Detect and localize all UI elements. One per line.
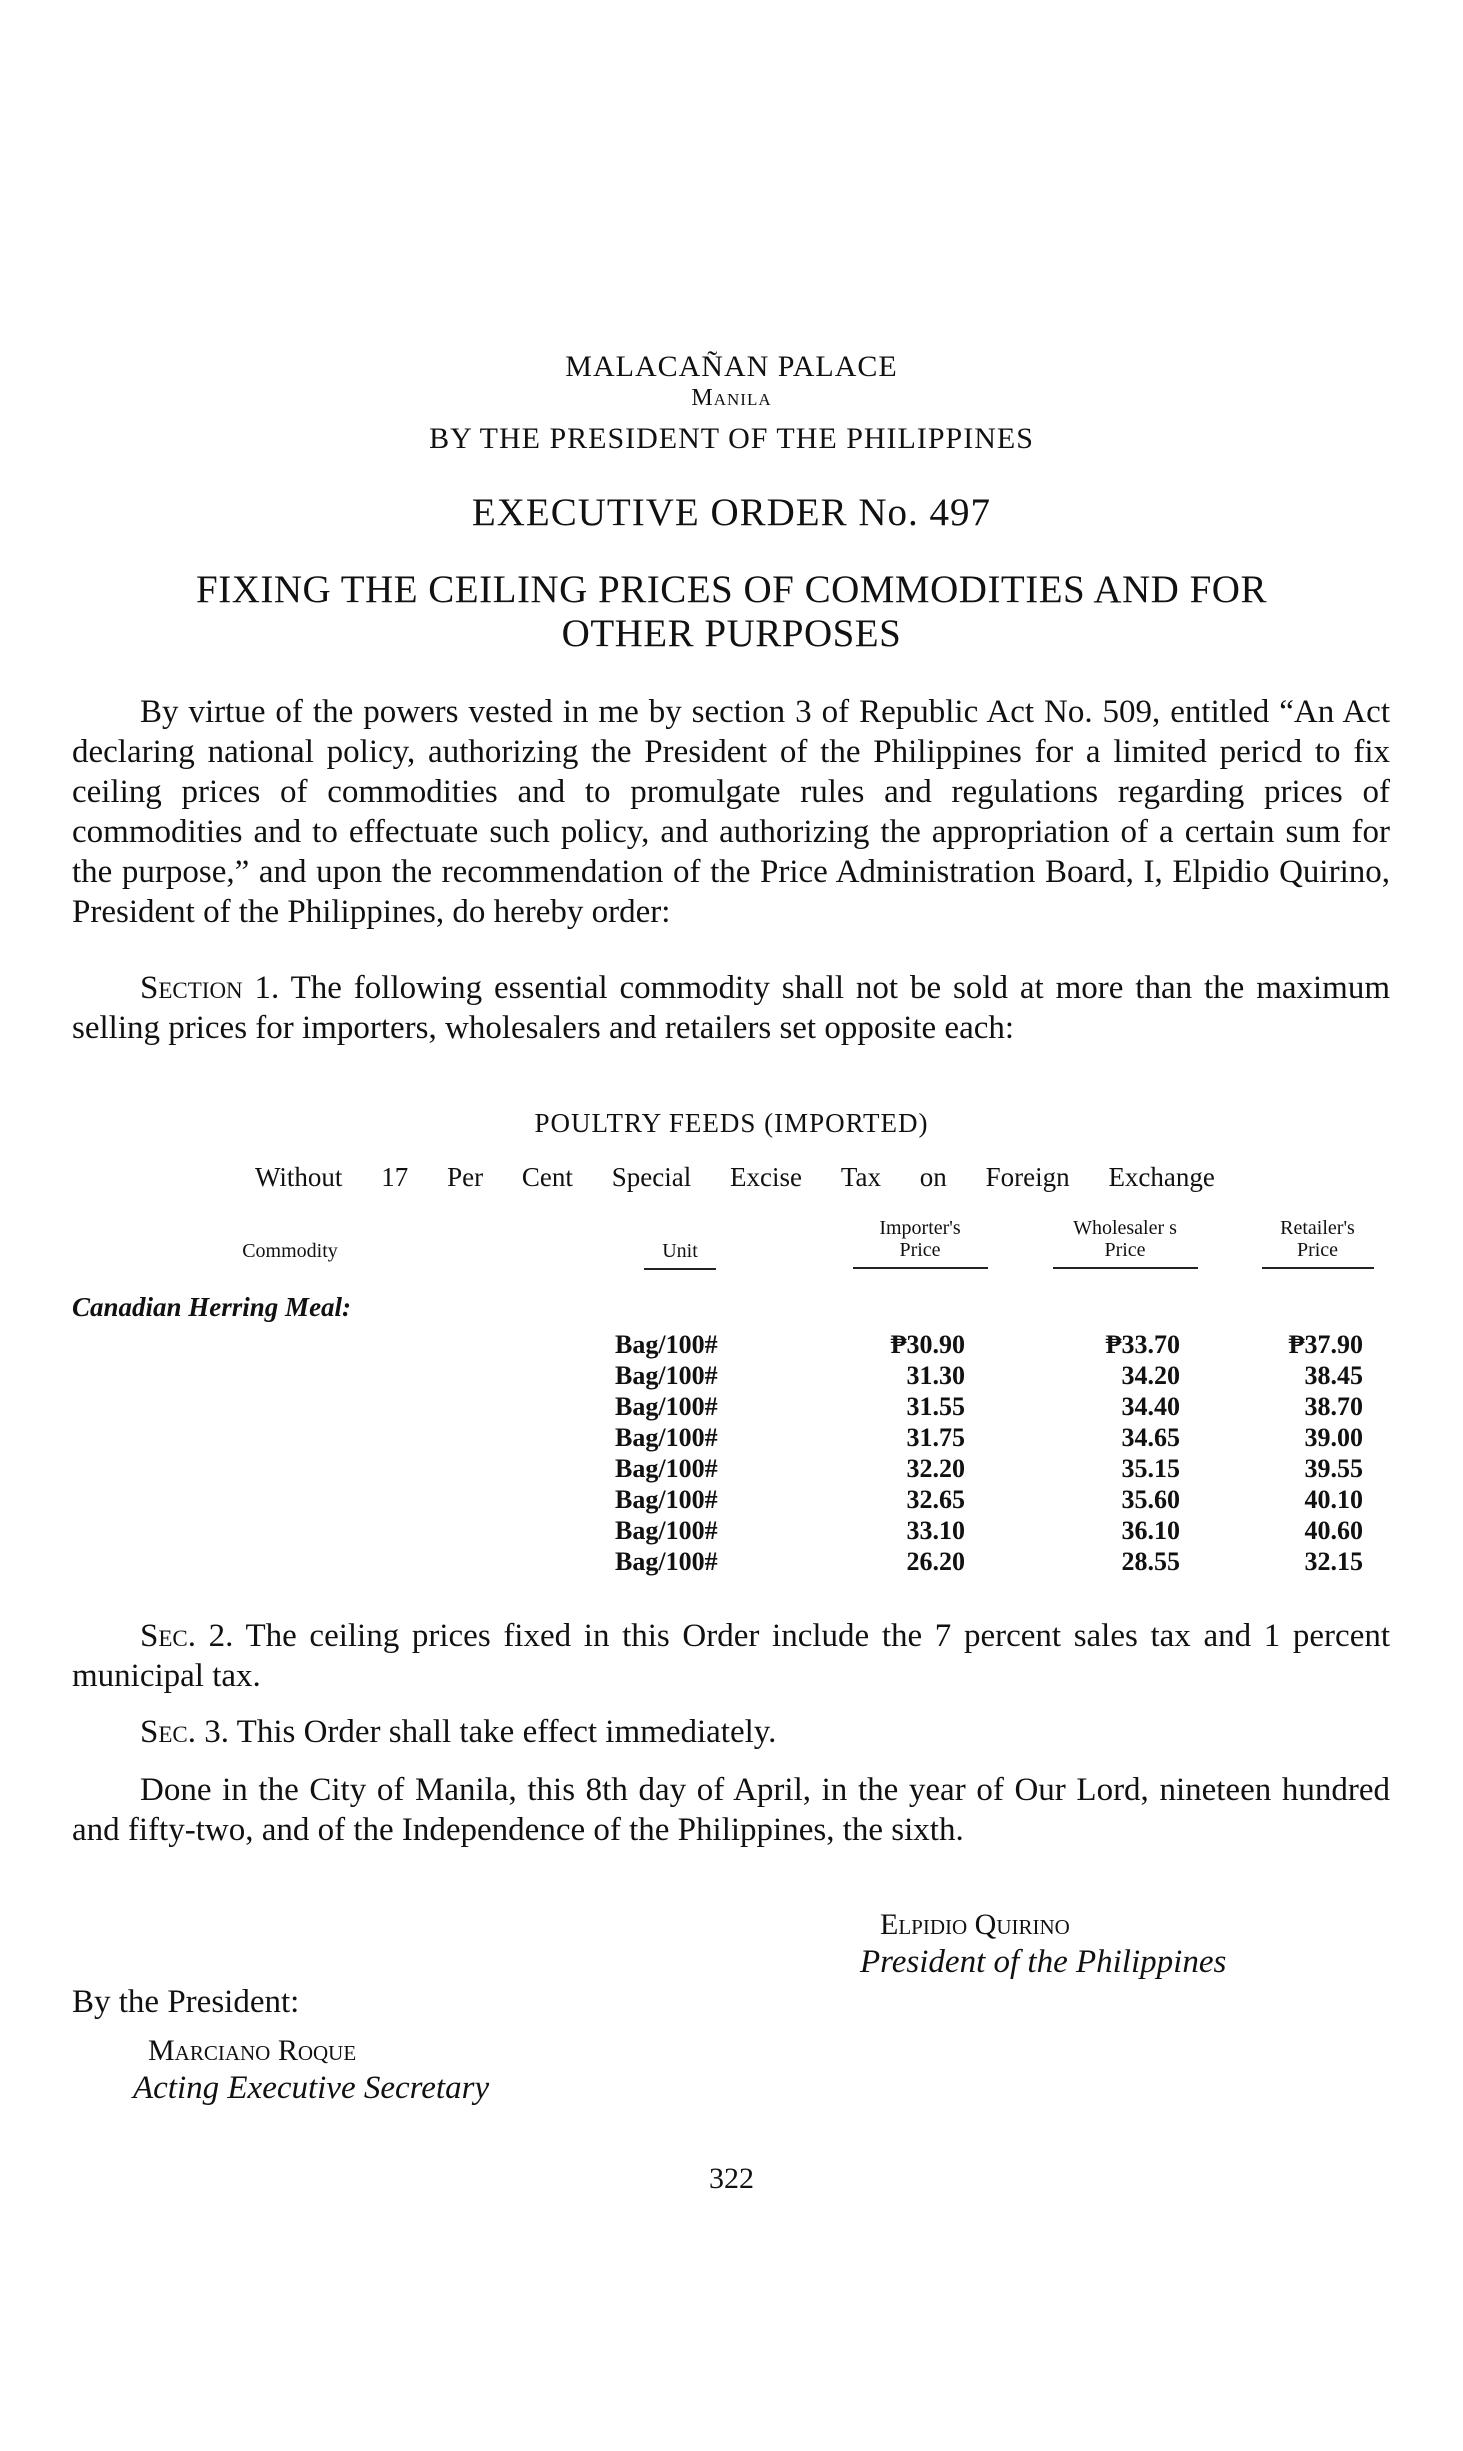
row-importer-price: 26.20 — [906, 1547, 965, 1576]
row-unit: Bag/100# — [615, 1454, 718, 1483]
subtitle-word: 17 — [381, 1162, 409, 1192]
section-2-paragraph — [72, 1616, 1390, 1696]
header-commodity-label: Commodity — [242, 1240, 338, 1262]
signatory-title: President of the Philippines — [860, 1944, 1227, 1980]
preamble-paragraph: By virtue of the powers vested in me by section 3 of Republic Act No. 509, entitled “An Act declaring national policy, authorizing the President of the Philippines for a limited pericd to fix ceiling prices of commodities and to promulgate rules and regulations regarding prices of commodities and to effectuate such policy, and authorizing the appropriation of a certain sum for the purpose,” and upon the recommendation of the Price Administration Board, I, Elpidio Quirino, President of the Philippines, do hereby order: — [72, 694, 1390, 930]
header-wholesaler-line2: Price — [1104, 1239, 1146, 1261]
table-row — [0, 1454, 1463, 1485]
header-importer-line1: Importer's — [879, 1217, 961, 1239]
row-importer-price: 31.75 — [906, 1423, 965, 1452]
subtitle-word: Foreign — [985, 1162, 1070, 1192]
table-row — [0, 1361, 1463, 1392]
header-unit — [625, 1240, 735, 1270]
row-retailer-price: 40.10 — [1304, 1485, 1363, 1514]
row-wholesaler-price: 28.55 — [1121, 1547, 1180, 1576]
countersign-title: Acting Executive Secretary — [133, 2070, 490, 2106]
row-retailer-price: 38.70 — [1304, 1392, 1363, 1421]
row-importer-price: ₱30.90 — [890, 1330, 965, 1359]
countersign-name: Marciano Roque — [148, 2034, 357, 2067]
issuer-heading: BY THE PRESIDENT OF THE PHILIPPINES — [429, 422, 1034, 455]
table-title: POULTRY FEEDS (IMPORTED) — [534, 1108, 929, 1138]
row-wholesaler-price: ₱33.70 — [1105, 1330, 1180, 1359]
subtitle-word: Special — [611, 1162, 692, 1192]
row-retailer-price: 39.00 — [1304, 1423, 1363, 1452]
by-the-president: By the President: — [72, 1984, 300, 2020]
subtitle-word: Excise — [730, 1162, 803, 1192]
row-wholesaler-price: 34.40 — [1121, 1392, 1180, 1421]
header-wholesaler — [1035, 1217, 1215, 1269]
subtitle-word: Exchange — [1108, 1162, 1215, 1192]
header-unit-rule — [644, 1268, 716, 1270]
row-unit: Bag/100# — [615, 1392, 718, 1421]
header-wholesaler-line1: Wholesaler s — [1073, 1217, 1177, 1239]
section-1-label: Section 1. — [140, 970, 280, 1006]
group-label: Canadian Herring Meal: — [72, 1292, 352, 1322]
subtitle-word: Per — [447, 1162, 484, 1192]
section-2-text: The ceiling prices fixed in this Order include the 7 percent sales tax and 1 percent municipal tax. — [72, 1618, 1391, 1694]
row-wholesaler-price: 35.60 — [1121, 1485, 1180, 1514]
header-unit-label: Unit — [662, 1240, 698, 1262]
table-body — [0, 1330, 1463, 1578]
row-unit: Bag/100# — [615, 1485, 718, 1514]
order-title: FIXING THE CEILING PRICES OF COMMODITIES AND FOR OTHER PURPOSES — [196, 568, 1267, 655]
page-number: 322 — [709, 2162, 754, 2195]
header-retailer-line2: Price — [1296, 1239, 1339, 1261]
table-row — [0, 1392, 1463, 1423]
row-unit: Bag/100# — [615, 1423, 718, 1452]
row-retailer-price: 39.55 — [1304, 1454, 1363, 1483]
header-wholesaler-rule — [1053, 1267, 1198, 1269]
row-retailer-price: 40.60 — [1304, 1516, 1363, 1545]
row-wholesaler-price: 34.65 — [1121, 1423, 1180, 1452]
row-wholesaler-price: 34.20 — [1121, 1361, 1180, 1390]
header-retailer-line1: Retailer's — [1280, 1217, 1355, 1239]
header-importer-line2: Price — [899, 1239, 941, 1261]
section-3-paragraph — [72, 1712, 1390, 1752]
subtitle-word: Tax — [840, 1162, 881, 1192]
table-row — [0, 1547, 1463, 1578]
row-unit: Bag/100# — [615, 1547, 718, 1576]
section-1-text: The following essential commodity shall not be sold at more than the maximum selling prices for importers, wholesalers and retailers set opposite each: — [72, 970, 1391, 1046]
row-importer-price: 32.65 — [906, 1485, 965, 1514]
row-retailer-price: 38.45 — [1304, 1361, 1363, 1390]
section-2-label: Sec. 2. — [140, 1618, 234, 1654]
table-row — [0, 1516, 1463, 1547]
section-1-paragraph — [72, 968, 1390, 1048]
row-wholesaler-price: 35.15 — [1121, 1454, 1180, 1483]
row-retailer-price: ₱37.90 — [1288, 1330, 1363, 1359]
palace-heading: MALACAÑAN PALACE — [565, 350, 898, 383]
row-importer-price: 31.55 — [906, 1392, 965, 1421]
header-importer-rule — [853, 1267, 988, 1269]
signatory-name: Elpidio Quirino — [880, 1908, 1070, 1941]
table-row — [0, 1485, 1463, 1516]
section-3-label: Sec. 3. — [140, 1714, 229, 1750]
row-importer-price: 33.10 — [906, 1516, 965, 1545]
subtitle-word: Without — [255, 1162, 343, 1192]
done-paragraph: Done in the City of Manila, this 8th day of April, in the year of Our Lord, nineteen hundred and fifty-two, and of the Independence of the Philippines, the sixth. — [72, 1772, 1390, 1848]
row-importer-price: 31.30 — [906, 1361, 965, 1390]
city-heading: Manila — [691, 385, 772, 411]
subtitle-word: on — [919, 1162, 947, 1192]
table-row — [0, 1330, 1463, 1361]
header-importer — [840, 1217, 1000, 1269]
subtitle-word: Cent — [521, 1162, 573, 1192]
header-retailer-rule — [1262, 1267, 1374, 1269]
row-importer-price: 32.20 — [906, 1454, 965, 1483]
row-unit: Bag/100# — [615, 1361, 718, 1390]
table-subtitle — [255, 1162, 1215, 1193]
table-row — [0, 1423, 1463, 1454]
row-unit: Bag/100# — [615, 1330, 718, 1359]
row-retailer-price: 32.15 — [1304, 1547, 1363, 1576]
row-wholesaler-price: 36.10 — [1121, 1516, 1180, 1545]
header-commodity — [210, 1240, 370, 1262]
order-number: EXECUTIVE ORDER No. 497 — [471, 491, 992, 534]
row-unit: Bag/100# — [615, 1516, 718, 1545]
section-3-text: This Order shall take effect immediately. — [236, 1714, 777, 1750]
header-retailer — [1240, 1217, 1395, 1269]
